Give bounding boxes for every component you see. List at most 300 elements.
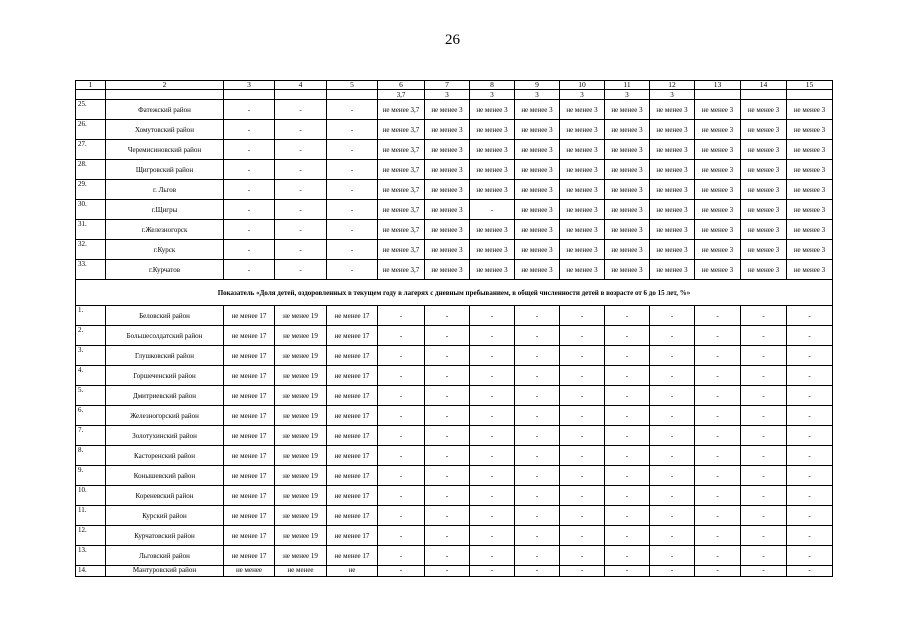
- value-cell: -: [650, 366, 695, 386]
- value-cell: не менее 3: [787, 220, 833, 240]
- value-cell: не менее 3: [787, 240, 833, 260]
- value-cell: не менее 3: [650, 140, 695, 160]
- value-cell: -: [275, 240, 327, 260]
- district-name: Фатежский район: [106, 100, 224, 120]
- value-cell: не менее 3: [425, 120, 470, 140]
- value-cell: -: [425, 506, 470, 526]
- value-cell: -: [695, 386, 741, 406]
- value-cell: не менее 3: [560, 220, 605, 240]
- value-cell: -: [741, 326, 787, 346]
- value-cell: -: [470, 326, 515, 346]
- value-cell: -: [605, 306, 650, 326]
- value-cell: не менее 3: [425, 140, 470, 160]
- column-number-row: [76, 81, 833, 90]
- value-cell: не менее 3: [741, 220, 787, 240]
- value-cell: -: [695, 426, 741, 446]
- column-number-cell: 9: [515, 81, 560, 90]
- district-name: Льговский район: [106, 546, 224, 566]
- value-cell: не менее 17: [327, 386, 378, 406]
- value-cell: -: [741, 486, 787, 506]
- value-cell: -: [605, 566, 650, 577]
- carryover-cell: 3: [560, 90, 605, 100]
- value-cell: -: [327, 200, 378, 220]
- value-cell: -: [560, 426, 605, 446]
- carryover-cell: 3: [605, 90, 650, 100]
- value-cell: -: [470, 306, 515, 326]
- value-cell: -: [650, 346, 695, 366]
- value-cell: не менее 3,7: [378, 220, 425, 240]
- value-cell: -: [787, 326, 833, 346]
- value-cell: -: [470, 486, 515, 506]
- value-cell: не менее 17: [327, 526, 378, 546]
- value-cell: -: [378, 446, 425, 466]
- value-cell: -: [327, 140, 378, 160]
- value-cell: не менее 3: [515, 200, 560, 220]
- value-cell: -: [378, 526, 425, 546]
- value-cell: -: [327, 120, 378, 140]
- value-cell: не менее 3: [560, 120, 605, 140]
- value-cell: -: [605, 346, 650, 366]
- row-number: 1.: [76, 306, 106, 326]
- value-cell: -: [470, 546, 515, 566]
- value-cell: -: [650, 406, 695, 426]
- value-cell: -: [605, 406, 650, 426]
- value-cell: -: [560, 306, 605, 326]
- value-cell: не менее 3: [650, 100, 695, 120]
- value-cell: -: [560, 546, 605, 566]
- district-name: г.Курск: [106, 240, 224, 260]
- value-cell: не менее 17: [327, 466, 378, 486]
- row-number: 6.: [76, 406, 106, 426]
- value-cell: -: [741, 306, 787, 326]
- row-number: 7.: [76, 426, 106, 446]
- value-cell: не менее 3: [425, 180, 470, 200]
- value-cell: -: [470, 200, 515, 220]
- value-cell: -: [515, 366, 560, 386]
- row-number: 12.: [76, 526, 106, 546]
- value-cell: не менее 17: [327, 506, 378, 526]
- district-name: Касторенский район: [106, 446, 224, 466]
- value-cell: -: [425, 406, 470, 426]
- value-cell: не менее 3: [515, 240, 560, 260]
- row-number: 2.: [76, 326, 106, 346]
- carryover-cell: 3: [515, 90, 560, 100]
- value-cell: -: [378, 386, 425, 406]
- value-cell: не менее 3: [695, 180, 741, 200]
- value-cell: не менее 3: [605, 160, 650, 180]
- value-cell: -: [224, 160, 275, 180]
- district-name: Беловский район: [106, 306, 224, 326]
- row-number: 4.: [76, 366, 106, 386]
- value-cell: не менее 3: [650, 260, 695, 280]
- carryover-cell: [224, 90, 275, 100]
- table-row: [76, 120, 833, 140]
- value-cell: -: [741, 566, 787, 577]
- table-row: [76, 486, 833, 506]
- value-cell: -: [425, 346, 470, 366]
- value-cell: -: [695, 306, 741, 326]
- value-cell: не менее 3,7: [378, 160, 425, 180]
- value-cell: не менее 3: [560, 200, 605, 220]
- value-cell: -: [378, 346, 425, 366]
- value-cell: -: [650, 426, 695, 446]
- table-row: [76, 306, 833, 326]
- carryover-cell: [741, 90, 787, 100]
- value-cell: -: [560, 346, 605, 366]
- value-cell: не менее 3: [605, 200, 650, 220]
- value-cell: не менее 17: [224, 526, 275, 546]
- value-cell: не менее 3,7: [378, 120, 425, 140]
- value-cell: -: [378, 566, 425, 577]
- value-cell: -: [695, 466, 741, 486]
- value-cell: не менее: [224, 566, 275, 577]
- value-cell: не менее 17: [224, 366, 275, 386]
- district-name: Курчатовский район: [106, 526, 224, 546]
- value-cell: -: [425, 546, 470, 566]
- value-cell: -: [741, 466, 787, 486]
- district-name: Мантуровский район: [106, 566, 224, 577]
- value-cell: не менее 3: [470, 260, 515, 280]
- value-cell: -: [695, 346, 741, 366]
- value-cell: -: [605, 326, 650, 346]
- value-cell: не менее 3: [741, 260, 787, 280]
- value-cell: -: [695, 486, 741, 506]
- table-row: [76, 346, 833, 366]
- value-cell: -: [515, 466, 560, 486]
- district-name: Кореневский район: [106, 486, 224, 506]
- value-cell: -: [650, 526, 695, 546]
- value-cell: не менее 3: [650, 160, 695, 180]
- row-number: 31.: [76, 220, 106, 240]
- value-cell: не менее 3,7: [378, 260, 425, 280]
- value-cell: не менее 3: [425, 200, 470, 220]
- value-cell: не менее 3: [425, 160, 470, 180]
- value-cell: не менее 3: [741, 200, 787, 220]
- column-number-cell: 15: [787, 81, 833, 90]
- row-number: 10.: [76, 486, 106, 506]
- table-row: [76, 200, 833, 220]
- value-cell: не менее 19: [275, 366, 327, 386]
- value-cell: -: [741, 546, 787, 566]
- value-cell: не менее 3: [741, 140, 787, 160]
- carryover-cell: [327, 90, 378, 100]
- value-cell: -: [378, 366, 425, 386]
- value-cell: -: [327, 180, 378, 200]
- value-cell: -: [470, 386, 515, 406]
- value-cell: -: [224, 240, 275, 260]
- value-cell: -: [378, 466, 425, 486]
- value-cell: не менее 3: [470, 120, 515, 140]
- value-cell: не менее 17: [327, 406, 378, 426]
- value-cell: не менее 17: [224, 506, 275, 526]
- value-cell: -: [275, 220, 327, 240]
- value-cell: -: [650, 446, 695, 466]
- column-number-cell: 5: [327, 81, 378, 90]
- value-cell: -: [605, 446, 650, 466]
- value-cell: -: [378, 486, 425, 506]
- row-number: 28.: [76, 160, 106, 180]
- carryover-cell: 3: [425, 90, 470, 100]
- value-cell: не менее 19: [275, 526, 327, 546]
- value-cell: -: [470, 506, 515, 526]
- value-cell: -: [224, 200, 275, 220]
- carryover-cell: [695, 90, 741, 100]
- value-cell: не менее 3: [695, 120, 741, 140]
- value-cell: -: [695, 506, 741, 526]
- value-cell: не менее 3: [741, 240, 787, 260]
- column-number-cell: 8: [470, 81, 515, 90]
- value-cell: не менее 17: [224, 446, 275, 466]
- table-row: [76, 140, 833, 160]
- value-cell: -: [741, 406, 787, 426]
- value-cell: не менее 19: [275, 426, 327, 446]
- value-cell: не менее 3: [515, 100, 560, 120]
- value-cell: не менее 3: [787, 260, 833, 280]
- value-cell: -: [425, 366, 470, 386]
- value-cell: не менее 19: [275, 346, 327, 366]
- table-row: [76, 446, 833, 466]
- district-name: Железногорский район: [106, 406, 224, 426]
- value-cell: -: [650, 546, 695, 566]
- district-name: Черемисиновский район: [106, 140, 224, 160]
- value-cell: -: [275, 200, 327, 220]
- table-row: [76, 260, 833, 280]
- value-cell: не менее 3: [695, 140, 741, 160]
- value-cell: не менее 17: [224, 306, 275, 326]
- value-cell: не менее 3: [787, 120, 833, 140]
- carryover-cell: [76, 90, 106, 100]
- value-cell: -: [425, 446, 470, 466]
- table-row: [76, 240, 833, 260]
- value-cell: -: [378, 326, 425, 346]
- value-cell: -: [327, 220, 378, 240]
- value-cell: не менее 3: [470, 180, 515, 200]
- value-cell: -: [605, 386, 650, 406]
- value-cell: не менее 3: [695, 220, 741, 240]
- value-cell: не менее 3: [605, 120, 650, 140]
- value-cell: не менее 3: [605, 220, 650, 240]
- value-cell: не менее 3: [741, 180, 787, 200]
- value-cell: не менее 3: [741, 160, 787, 180]
- value-cell: -: [650, 566, 695, 577]
- table-row: [76, 406, 833, 426]
- value-cell: не менее 3: [560, 180, 605, 200]
- value-cell: -: [605, 366, 650, 386]
- value-cell: -: [787, 466, 833, 486]
- value-cell: -: [560, 326, 605, 346]
- row-number: 29.: [76, 180, 106, 200]
- value-cell: -: [560, 486, 605, 506]
- value-cell: не менее 3: [787, 200, 833, 220]
- value-cell: -: [787, 526, 833, 546]
- value-cell: -: [695, 326, 741, 346]
- value-cell: не менее 3: [470, 240, 515, 260]
- value-cell: -: [787, 306, 833, 326]
- value-cell: не менее 17: [224, 346, 275, 366]
- value-cell: не менее 3: [470, 160, 515, 180]
- value-cell: -: [787, 446, 833, 466]
- value-cell: -: [515, 526, 560, 546]
- value-cell: -: [560, 466, 605, 486]
- value-cell: -: [425, 426, 470, 446]
- value-cell: -: [470, 566, 515, 577]
- value-cell: -: [224, 180, 275, 200]
- column-number-cell: 6: [378, 81, 425, 90]
- value-cell: не менее 17: [224, 426, 275, 446]
- value-cell: не менее 3: [515, 120, 560, 140]
- value-cell: не менее 3: [741, 120, 787, 140]
- value-cell: не менее 17: [224, 406, 275, 426]
- value-cell: не: [327, 566, 378, 577]
- value-cell: -: [605, 466, 650, 486]
- value-cell: -: [378, 426, 425, 446]
- value-cell: не менее 3: [605, 260, 650, 280]
- value-cell: -: [425, 386, 470, 406]
- value-cell: -: [327, 240, 378, 260]
- table-row: [76, 526, 833, 546]
- value-cell: не менее 3: [515, 160, 560, 180]
- row-number: 11.: [76, 506, 106, 526]
- district-name: Дмитриевский район: [106, 386, 224, 406]
- value-cell: -: [560, 366, 605, 386]
- table-row: [76, 386, 833, 406]
- row-number: 33.: [76, 260, 106, 280]
- value-cell: не менее 19: [275, 386, 327, 406]
- row-number: 32.: [76, 240, 106, 260]
- value-cell: -: [425, 526, 470, 546]
- value-cell: не менее 3: [605, 100, 650, 120]
- value-cell: -: [741, 386, 787, 406]
- value-cell: -: [695, 446, 741, 466]
- district-name: Хомутовский район: [106, 120, 224, 140]
- value-cell: -: [378, 506, 425, 526]
- value-cell: не менее 3: [605, 140, 650, 160]
- column-number-cell: 10: [560, 81, 605, 90]
- row-number: 27.: [76, 140, 106, 160]
- value-cell: -: [327, 100, 378, 120]
- table-row: [76, 366, 833, 386]
- value-cell: -: [515, 446, 560, 466]
- district-name: Конышевский район: [106, 466, 224, 486]
- row-number: 9.: [76, 466, 106, 486]
- row-number: 3.: [76, 346, 106, 366]
- value-cell: -: [787, 486, 833, 506]
- value-cell: -: [741, 506, 787, 526]
- value-cell: -: [515, 306, 560, 326]
- value-cell: не менее 3: [560, 240, 605, 260]
- value-cell: не менее 3: [425, 220, 470, 240]
- column-number-cell: 1: [76, 81, 106, 90]
- value-cell: -: [515, 546, 560, 566]
- indicator-heading: Показатель «Доля детей, оздоровленных в текущем году в лагерях с дневным пребыванием, в общей численности детей в возрасте от 6 до 15 лет, %»: [76, 280, 833, 306]
- value-cell: не менее 19: [275, 466, 327, 486]
- district-name: Глушковский район: [106, 346, 224, 366]
- value-cell: -: [275, 180, 327, 200]
- value-cell: -: [515, 486, 560, 506]
- value-cell: не менее 3,7: [378, 140, 425, 160]
- column-number-cell: 13: [695, 81, 741, 90]
- value-cell: -: [741, 366, 787, 386]
- value-cell: -: [515, 426, 560, 446]
- value-cell: -: [224, 120, 275, 140]
- value-cell: -: [470, 466, 515, 486]
- indicator-heading-row: [76, 280, 833, 306]
- column-number-cell: 3: [224, 81, 275, 90]
- column-number-cell: 11: [605, 81, 650, 90]
- value-cell: -: [560, 526, 605, 546]
- value-cell: -: [560, 406, 605, 426]
- table-row: [76, 566, 833, 577]
- value-cell: -: [515, 506, 560, 526]
- value-cell: -: [515, 346, 560, 366]
- table-row: [76, 100, 833, 120]
- value-cell: не менее 3: [515, 180, 560, 200]
- value-cell: -: [275, 160, 327, 180]
- value-cell: -: [378, 406, 425, 426]
- value-cell: не менее 19: [275, 486, 327, 506]
- value-cell: -: [425, 306, 470, 326]
- column-number-cell: 12: [650, 81, 695, 90]
- value-cell: -: [470, 526, 515, 546]
- value-cell: не менее 3,7: [378, 100, 425, 120]
- value-cell: не менее 3: [515, 260, 560, 280]
- value-cell: -: [470, 346, 515, 366]
- value-cell: не менее 3: [605, 180, 650, 200]
- value-cell: -: [605, 546, 650, 566]
- value-cell: не менее 3: [560, 140, 605, 160]
- value-cell: -: [224, 260, 275, 280]
- district-name: Курский район: [106, 506, 224, 526]
- value-cell: -: [650, 306, 695, 326]
- value-cell: не менее 17: [327, 546, 378, 566]
- table-row: [76, 180, 833, 200]
- value-cell: не менее 17: [224, 466, 275, 486]
- carryover-cell: [106, 90, 224, 100]
- value-cell: не менее 3: [425, 260, 470, 280]
- row-number: 25.: [76, 100, 106, 120]
- value-cell: -: [470, 426, 515, 446]
- value-cell: не менее 17: [224, 386, 275, 406]
- value-cell: не менее 3: [787, 100, 833, 120]
- district-name: Большесолдатский район: [106, 326, 224, 346]
- value-cell: не менее 17: [327, 306, 378, 326]
- row-number: 5.: [76, 386, 106, 406]
- row-number: 13.: [76, 546, 106, 566]
- value-cell: не менее 3: [695, 100, 741, 120]
- value-cell: не менее 3: [560, 260, 605, 280]
- value-cell: -: [425, 466, 470, 486]
- district-name: г.Курчатов: [106, 260, 224, 280]
- value-cell: не менее 3: [787, 140, 833, 160]
- value-cell: -: [605, 526, 650, 546]
- value-cell: -: [470, 446, 515, 466]
- value-cell: -: [378, 306, 425, 326]
- value-cell: не менее 3: [515, 140, 560, 160]
- page-number: 26: [445, 32, 460, 48]
- value-cell: -: [787, 506, 833, 526]
- carryover-cell: [787, 90, 833, 100]
- value-cell: не менее 17: [224, 326, 275, 346]
- value-cell: -: [515, 326, 560, 346]
- value-cell: не менее 3: [605, 240, 650, 260]
- value-cell: не менее 3: [650, 220, 695, 240]
- value-cell: не менее 3: [470, 220, 515, 240]
- value-cell: -: [275, 120, 327, 140]
- value-cell: -: [605, 426, 650, 446]
- table-row: [76, 160, 833, 180]
- carryover-cell: 3: [470, 90, 515, 100]
- value-cell: -: [425, 566, 470, 577]
